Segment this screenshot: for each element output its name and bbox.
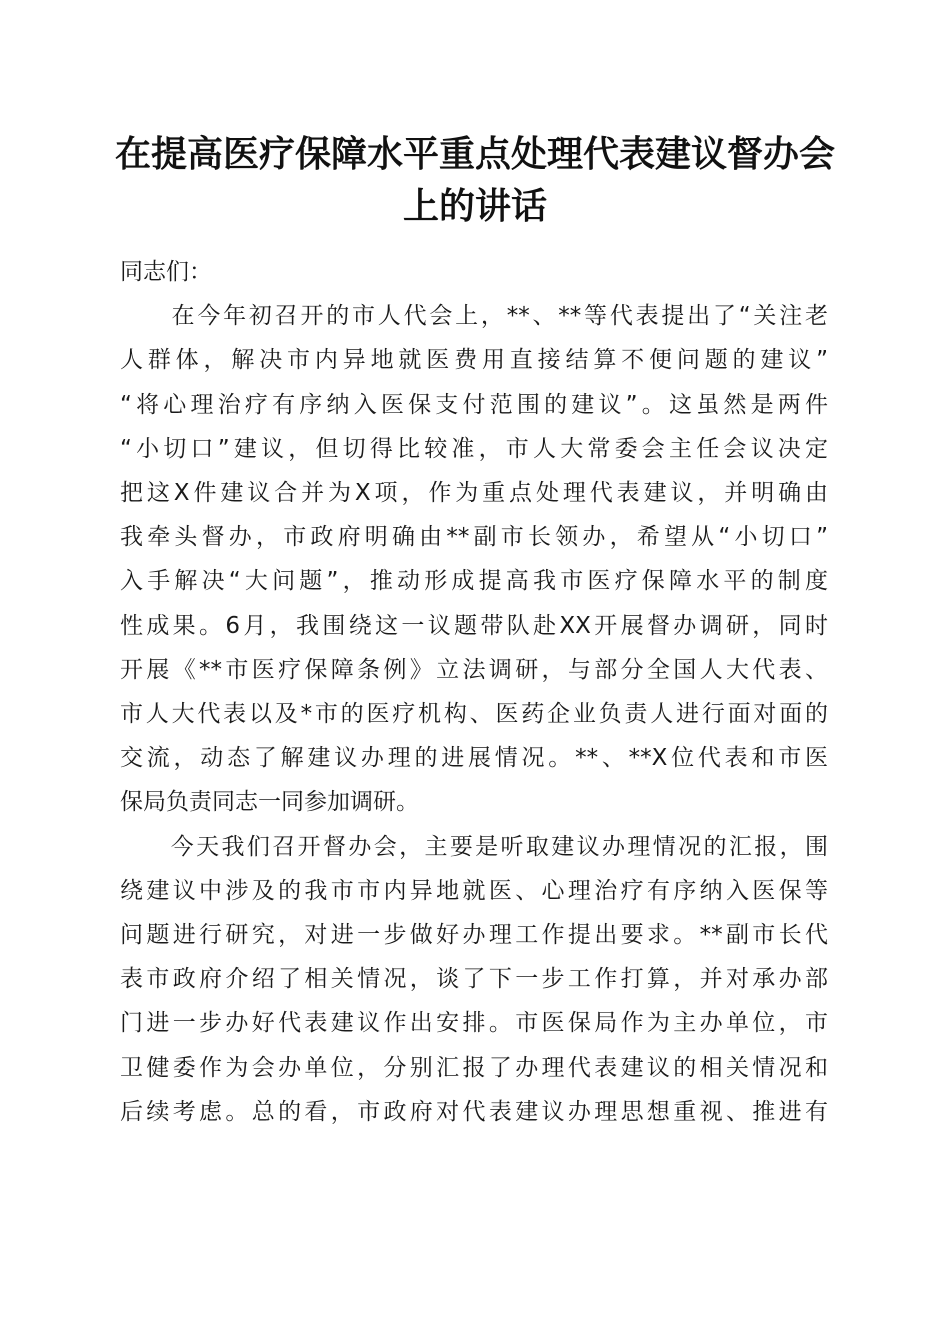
paragraph-line: 表市政府介绍了相关情况，谈了下一步工作打算，并对承办部 [120, 966, 828, 993]
title-line-1: 在提高医疗保障水平重点处理代表建议督办会 [114, 133, 835, 175]
document-title [110, 128, 840, 232]
paragraph-line: 交流，动态了解建议办理的进展情况。**、**X位代表和市医 [120, 745, 828, 772]
title-line-2: 上的讲话 [402, 185, 547, 227]
document-body [120, 250, 828, 1134]
paragraph-2 [120, 825, 828, 1134]
paragraph-line: “小切口”建议，但切得比较准，市人大常委会主任会议决定 [120, 435, 828, 462]
paragraph-line: 人群体，解决市内异地就医费用直接结算不便问题的建议” [120, 347, 828, 374]
greeting [120, 250, 828, 294]
paragraph-line: 门进一步办好代表建议作出安排。市医保局作为主办单位，市 [120, 1010, 828, 1037]
paragraph-line: 卫健委作为会办单位，分别汇报了办理代表建议的相关情况和 [120, 1054, 828, 1081]
paragraph-line: 市人大代表以及*市的医疗机构、医药企业负责人进行面对面的 [120, 701, 828, 728]
paragraph-line: 把这X件建议合并为X项，作为重点处理代表建议，并明确由 [120, 480, 828, 507]
paragraph-line: 我牵头督办，市政府明确由**副市长领办，希望从“小切口” [120, 524, 828, 551]
paragraph-line: 在今年初召开的市人代会上，**、**等代表提出了“关注老 [120, 303, 828, 330]
paragraph-line: 入手解决“大问题”，推动形成提高我市医疗保障水平的制度 [120, 568, 828, 595]
paragraph-line: 问题进行研究，对进一步做好办理工作提出要求。**副市长代 [120, 922, 828, 949]
paragraph-line: 今天我们召开督办会，主要是听取建议办理情况的汇报，围 [120, 833, 828, 860]
paragraph-line: “将心理治疗有序纳入医保支付范围的建议”。这虽然是两件 [120, 391, 828, 418]
paragraph-line: 后续考虑。总的看，市政府对代表建议办理思想重视、推进有 [120, 1098, 828, 1125]
paragraph-line: 保局负责同志一同参加调研。 [120, 789, 419, 816]
paragraph-line: 绕建议中涉及的我市市内异地就医、心理治疗有序纳入医保等 [120, 877, 828, 904]
paragraph-1 [120, 294, 828, 824]
paragraph-line: 性成果。6月，我围绕这一议题带队赴XX开展督办调研，同时 [120, 612, 828, 639]
greeting-line: 同志们： [120, 259, 212, 285]
paragraph-line: 开展《**市医疗保障条例》立法调研，与部分全国人大代表、 [120, 656, 828, 683]
